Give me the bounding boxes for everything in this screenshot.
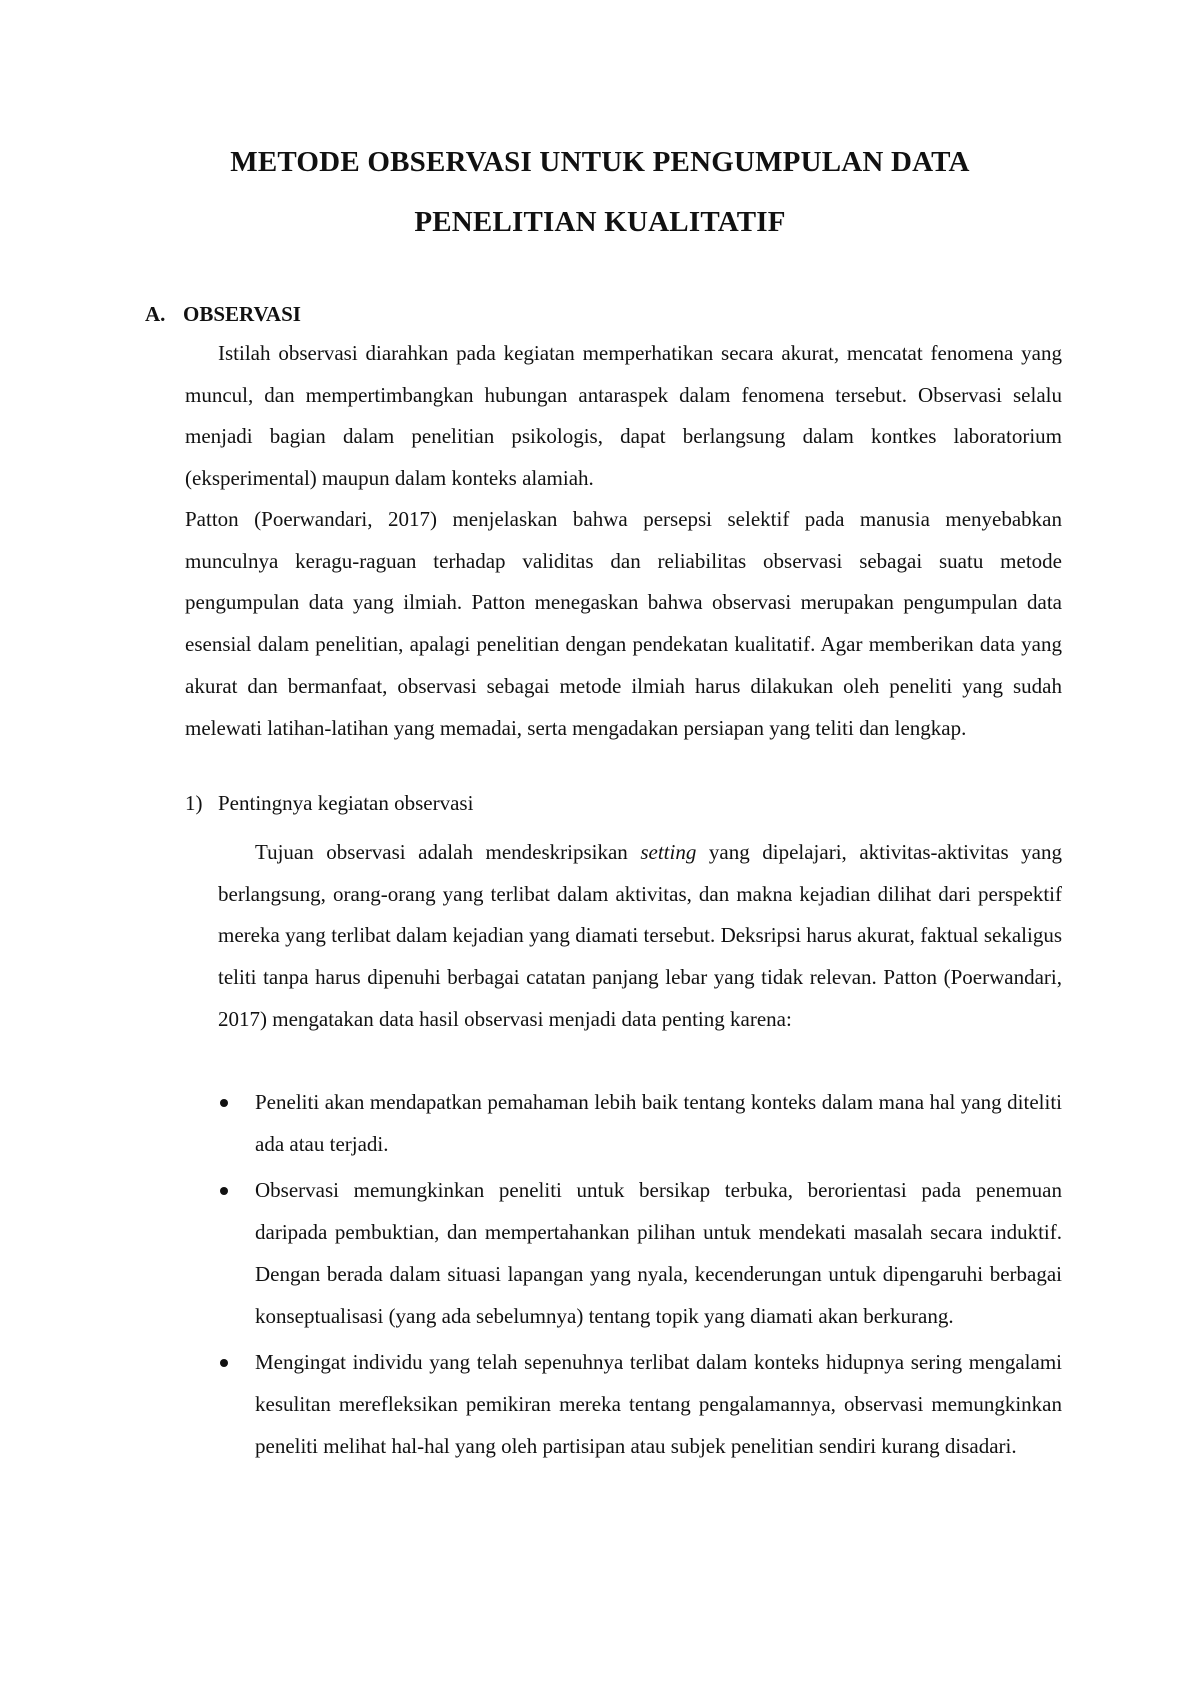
subsection-heading — [185, 791, 473, 816]
bullet-icon — [220, 1359, 228, 1367]
paragraph-observasi-definition: Istilah observasi diarahkan pada kegiatan memperhatikan secara akurat, mencatat fenomena yang muncul, dan mempertimbangkan hubungan antaraspek dalam fenomena tersebut. Observasi selalu menjadi bagian dalam penelitian psikologis, dapat berlangsung dalam kontkes laboratorium (eksperimental) maupun dalam konteks alamiah. — [185, 341, 1062, 491]
list-item-text: Mengingat individu yang telah sepenuhnya terlibat dalam konteks hidupnya sering mengalami kesulitan merefleksikan pemikiran mereka tentang pengalamannya, observasi memungkinkan peneliti melihat hal-hal yang oleh partisipan atau subjek penelitian sendiri kurang disadari. — [255, 1350, 1062, 1458]
subsection-number: 1) — [185, 791, 203, 815]
document-title-line-2: PENELITIAN KUALITATIF — [414, 206, 786, 238]
section-letter: A. — [145, 302, 166, 326]
bullet-icon — [220, 1187, 228, 1195]
section-heading-text: OBSERVASI — [183, 302, 301, 326]
italic-setting: setting — [640, 840, 697, 864]
list-item — [218, 1170, 1062, 1337]
paragraph-tujuan-observasi — [218, 832, 1062, 1041]
bullet-list — [218, 1082, 1062, 1472]
document-title-line-1: METODE OBSERVASI UNTUK PENGUMPULAN DATA — [230, 146, 970, 178]
subsection-heading-text: Pentingnya kegiatan observasi — [218, 791, 474, 815]
list-item-text: Peneliti akan mendapatkan pemahaman lebih baik tentang konteks dalam mana hal yang diteliti ada atau terjadi. — [255, 1090, 1062, 1156]
bullet-icon — [220, 1099, 228, 1107]
paragraph-tujuan-part1: Tujuan observasi adalah mendeskripsikan — [255, 840, 641, 864]
section-heading — [145, 302, 301, 327]
list-item — [218, 1342, 1062, 1467]
paragraph-tujuan-part2: yang dipelajari, aktivitas-aktivitas yang berlangsung, orang-orang yang terlibat dalam aktivitas, dan makna kejadian dilihat dari perspektif mereka yang terlibat dalam kejadian yang diamati tersebut. Deksripsi harus akurat, faktual sekaligus teliti tanpa harus dipenuhi berbagai catatan panjang lebar yang tidak relevan. Patton (Poerwandari, 2017) mengatakan data hasil observasi menjadi data penting karena: — [218, 840, 1062, 1031]
list-item — [218, 1082, 1062, 1165]
paragraph-patton: Patton (Poerwandari, 2017) menjelaskan bahwa persepsi selektif pada manusia menyebabkan munculnya keragu-raguan terhadap validitas dan reliabilitas observasi sebagai suatu metode pengumpulan data yang ilmiah. Patton menegaskan bahwa observasi merupakan pengumpulan data esensial dalam penelitian, apalagi penelitian dengan pendekatan kualitatif. Agar memberikan data yang akurat dan bermanfaat, observasi sebagai metode ilmiah harus dilakukan oleh peneliti yang sudah melewati latihan-latihan yang memadai, serta mengadakan persiapan yang teliti dan lengkap. — [185, 507, 1062, 740]
list-item-text: Observasi memungkinkan peneliti untuk bersikap terbuka, berorientasi pada penemuan daripada pembuktian, dan mempertahankan pilihan untuk mendekati masalah secara induktif. Dengan berada dalam situasi lapangan yang nyala, kecenderungan untuk dipengaruhi berbagai konseptualisasi (yang ada sebelumnya) tentang topik yang diamati akan berkurang. — [255, 1178, 1062, 1328]
